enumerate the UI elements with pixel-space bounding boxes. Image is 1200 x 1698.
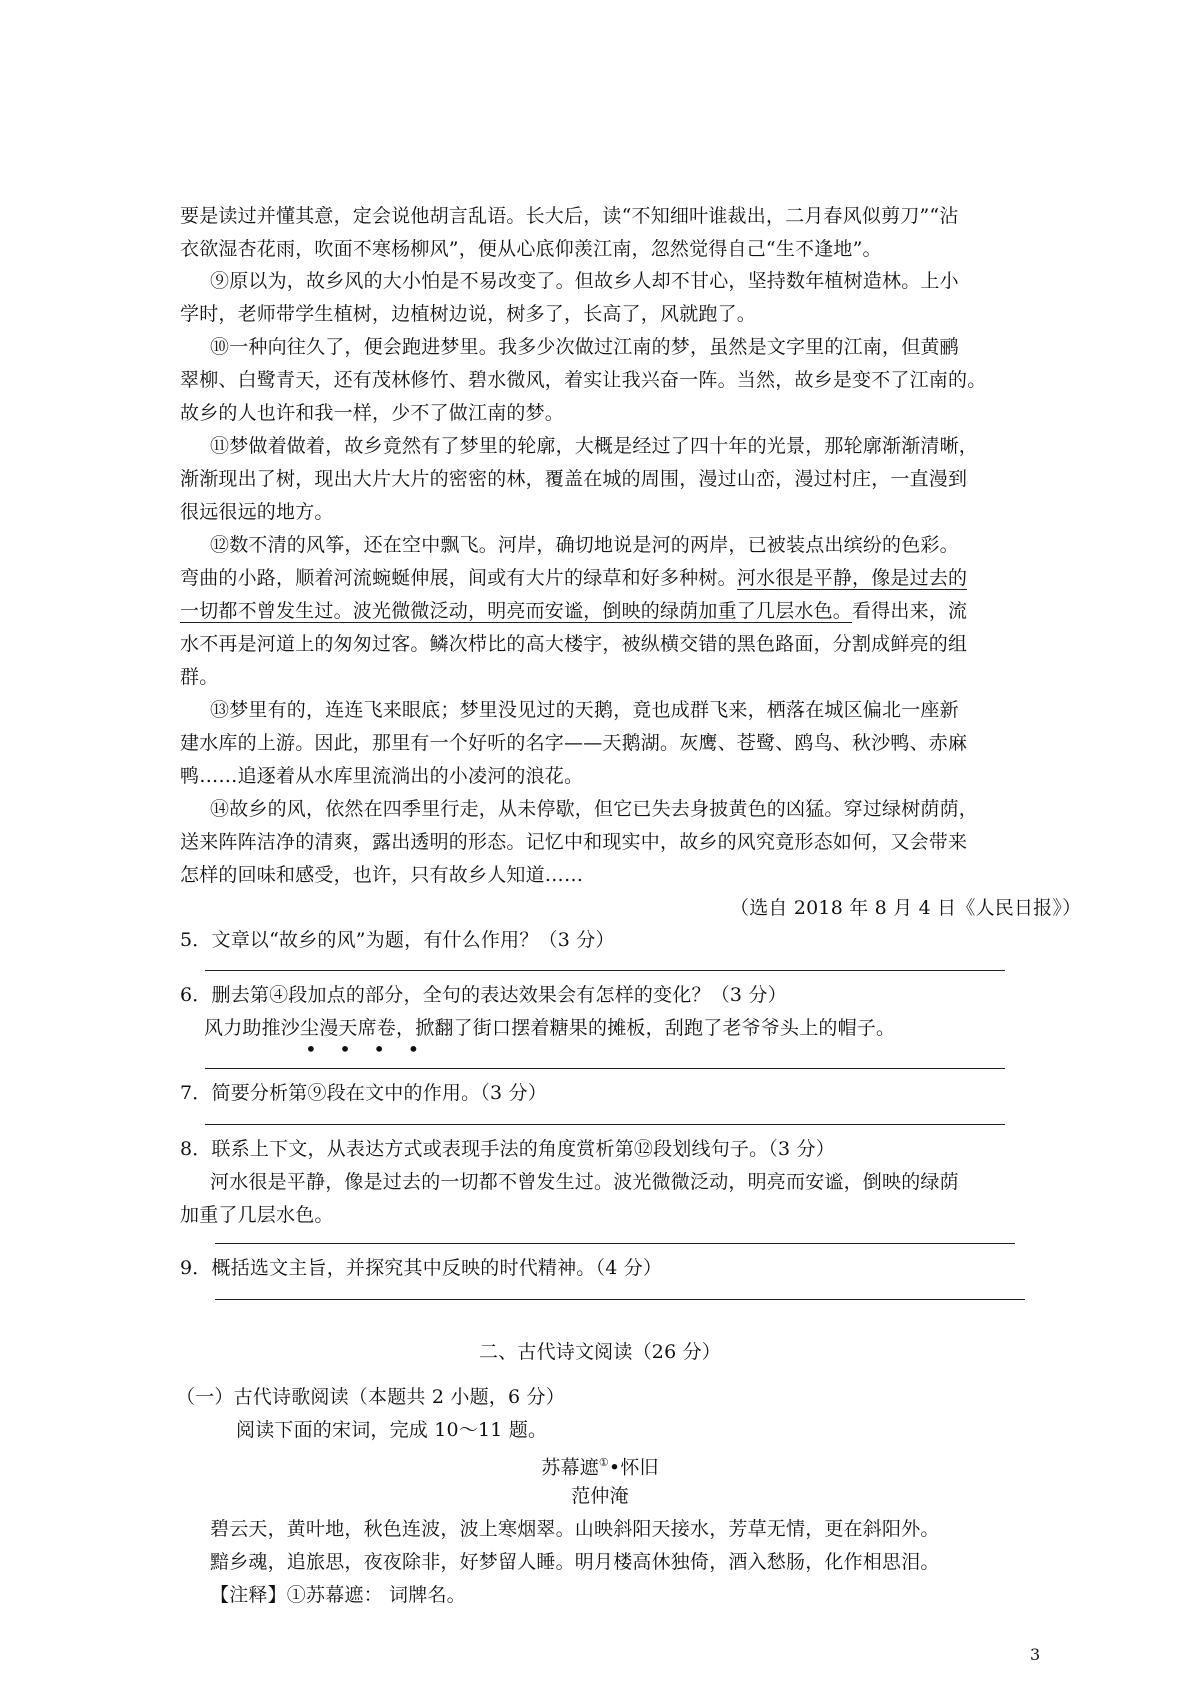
poem-title xyxy=(0,1450,1200,1480)
text-line: 群。 xyxy=(180,666,219,688)
emphasis-dots: • • • • xyxy=(305,1037,428,1061)
question-7: 7．简要分析第⑨段在文中的作用。（3 分） xyxy=(180,1082,547,1104)
text-line: 渐渐现出了树，现出大片大片的密密的林，覆盖在城的周围，漫过山峦，漫过村庄，一直漫到 xyxy=(180,468,968,490)
page-number: 3 xyxy=(1030,1645,1041,1664)
text-line: 建水库的上游。因此，那里有一个好听的名字——天鹅湖。灰鹰、苍鹭、鸥鸟、秋沙鸭、赤麻 xyxy=(180,732,968,754)
text-span: 看得出来，流 xyxy=(852,600,968,622)
paragraph-9: ⑨原以为，故乡风的大小怕是不易改变了。但故乡人却不甘心，坚持数年植树造林。上小 xyxy=(210,270,959,292)
text-line: 要是读过并懂其意，定会说他胡言乱语。长大后，读“不知细叶谁裁出，二月春风似剪刀”“沾 xyxy=(180,205,959,227)
text-line: 很远很远的地方。 xyxy=(180,501,334,523)
answer-line[interactable] xyxy=(205,1068,1005,1069)
text-line: 怎样的回味和感受，也许，只有故乡人知道…… xyxy=(180,864,584,886)
paragraph-11: ⑪梦做着做着，故乡竟然有了梦里的轮廓，大概是经过了四十年的光景，那轮廓渐渐清晰， xyxy=(210,435,979,457)
text-line: 送来阵阵洁净的清爽，露出透明的形态。记忆中和现实中，故乡的风究竟形态如何，又会带来 xyxy=(180,831,968,853)
section-title: 二、古代诗文阅读（26 分） xyxy=(478,1341,722,1363)
underlined-sentence: 一切都不曾发生过。波光微微泛动，明亮而安谧，倒映的绿荫加重了几层水色。 xyxy=(180,600,853,622)
text-line xyxy=(180,598,967,624)
text-line: 鸭……追逐着从水库里流淌出的小凌河的浪花。 xyxy=(180,765,584,787)
text-line xyxy=(180,565,967,591)
quoted-sentence: 河水很是平静，像是过去的一切都不曾发生过。波光微微泛动，明亮而安谧，倒映的绿荫 xyxy=(210,1171,959,1193)
answer-line[interactable] xyxy=(205,970,1005,971)
text-span: 弯曲的小路，顺着河流蜿蜒伸展，间或有大片的绿草和好多种树。 xyxy=(180,567,737,589)
question-8: 8．联系上下文，从表达方式或表现手法的角度赏析第⑫段划线句子。（3 分） xyxy=(180,1138,835,1160)
quoted-sentence: 加重了几层水色。 xyxy=(180,1204,334,1226)
paragraph-10: ⑩一种向往久了，便会跑进梦里。我多少次做过江南的梦，虽然是文字里的江南，但黄鹂 xyxy=(210,336,959,358)
paragraph-14: ⑭故乡的风，依然在四季里行走，从未停歇，但它已失去身披黄色的凶猛。穿过绿树荫荫， xyxy=(210,798,979,820)
question-6: 6．删去第④段加点的部分，全句的表达效果会有怎样的变化？（3 分） xyxy=(180,984,787,1006)
answer-line[interactable] xyxy=(215,1243,1015,1244)
source-citation: （选自 2018 年 8 月 4 日《人民日报》） xyxy=(730,897,1082,919)
answer-line[interactable] xyxy=(205,1124,1005,1125)
footnote: 【注释】①苏幕遮： 词牌名。 xyxy=(210,1584,466,1606)
text-line: 学时，老师带学生植树，边植树边说，树多了，长高了，风就跑了。 xyxy=(180,303,757,325)
answer-line[interactable] xyxy=(215,1299,1025,1300)
paragraph-12: ⑫数不清的风筝，还在空中飘飞。河岸，确切地说是河的两岸，已被装点出缤纷的色彩。 xyxy=(210,534,959,556)
question-9: 9．概括选文主旨，并探究其中反映的时代精神。（4 分） xyxy=(180,1257,663,1279)
poem-line: 黯乡魂，追旅思，夜夜除非，好梦留人睡。明月楼高休独倚，酒入愁肠，化作相思泪。 xyxy=(210,1551,940,1573)
poem-title-sub: •怀旧 xyxy=(608,1456,659,1479)
text-line: 翠柳、白鹭青天，还有茂林修竹、碧水微风，着实让我兴奋一阵。当然，故乡是变不了江南的。 xyxy=(180,369,987,391)
paragraph-13: ⑬梦里有的，连连飞来眼底；梦里没见过的天鹅，竟也成群飞来，栖落在城区偏北一座新 xyxy=(210,699,959,721)
question-5: 5．文章以“故乡的风”为题，有什么作用？（3 分） xyxy=(180,929,615,951)
text-line: 衣欲湿杏花雨，吹面不寒杨柳风”，便从心底仰羡江南，忽然觉得自己“生不逢地”。 xyxy=(180,238,882,260)
quoted-sentence: 风力助推沙尘漫天席卷，掀翻了街口摆着糖果的摊板，刮跑了老爷爷头上的帽子。 xyxy=(204,1017,896,1039)
instruction-text: 阅读下面的宋词，完成 10～11 题。 xyxy=(236,1419,548,1441)
text-line: 水不再是河道上的匆匆过客。鳞次栉比的高大楼宇，被纵横交错的黑色路面，分割成鲜亮的组 xyxy=(180,633,968,655)
underlined-sentence: 河水很是平静，像是过去的 xyxy=(736,567,968,589)
text-line: 故乡的人也许和我一样，少不了做江南的梦。 xyxy=(180,402,565,424)
poem-author: 范仲淹 xyxy=(571,1485,629,1507)
footnote-marker: ① xyxy=(598,1456,609,1469)
poem-title-main: 苏幕遮 xyxy=(541,1456,599,1479)
poem-line: 碧云天，黄叶地，秋色连波，波上寒烟翠。山映斜阳天接水，芳草无情，更在斜阳外。 xyxy=(210,1518,940,1540)
subsection-title: （一）古代诗歌阅读（本题共 2 小题，6 分） xyxy=(176,1386,565,1408)
